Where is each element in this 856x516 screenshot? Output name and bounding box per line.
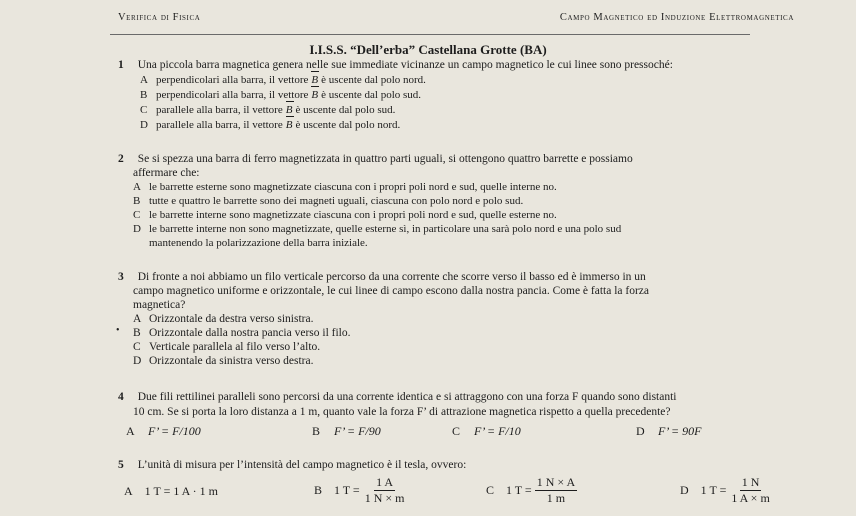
question-text-cont: 10 cm. Se si porta la loro distanza a 1 m, quanto vale la forza F’ di attrazione magnetica rispetto a quella precedente?	[133, 406, 671, 418]
question-number: 1	[118, 59, 124, 71]
fraction: $\frac{1 N}{1 A \times m}$	[731, 475, 770, 505]
header-rule	[110, 34, 750, 35]
q3-option-b[interactable]: B Orizzontale dalla nostra pancia verso il filo.	[133, 327, 351, 339]
q4-option-b[interactable]: B F’ = F/90	[312, 424, 381, 438]
question-4	[118, 390, 676, 404]
question-5	[118, 458, 466, 472]
question-text: Se si spezza una barra di ferro magnetizzata in quattro parti uguali, si ottengono quattro barrette e possiamo	[137, 153, 633, 165]
q3-option-d[interactable]: D Orizzontale da sinistra verso destra.	[133, 355, 314, 367]
q5-option-a[interactable]: A 1 T = 1 A · 1 m	[124, 484, 219, 498]
vector-b: B	[311, 74, 319, 86]
question-text: Una piccola barra magnetica genera nelle sue immediate vicinanze un campo magnetico le cui linee sono pressoché:	[137, 59, 673, 71]
question-text: Due fili rettilinei paralleli sono percorsi da una corrente identica e si attraggono con una forza F quando sono distanti	[137, 391, 677, 403]
header-left: Verifica di Fisica	[118, 12, 201, 23]
question-text-cont: magnetica?	[133, 299, 186, 311]
margin-dot: •	[116, 325, 120, 336]
question-number: 5	[118, 459, 124, 471]
q1-option-c[interactable]: C parallele alla barra, il vettore B è uscente dal polo sud.	[140, 104, 396, 116]
q3-option-a[interactable]: A Orizzontale da destra verso sinistra.	[133, 313, 314, 325]
question-3	[118, 270, 646, 284]
vector-b: B	[311, 89, 319, 101]
q2-option-a[interactable]: A le barrette esterne sono magnetizzate ciascuna con i propri poli nord e sud, quelle interne no.	[133, 181, 557, 193]
q1-option-d[interactable]: D parallele alla barra, il vettore B è uscente dal polo nord.	[140, 119, 401, 131]
q4-option-d[interactable]: D F’ = 90F	[636, 424, 702, 438]
q1-option-a[interactable]: A perpendicolari alla barra, il vettore B è uscente dal polo nord.	[140, 74, 426, 86]
q3-option-c[interactable]: C Verticale parallela al filo verso l’alto.	[133, 341, 321, 353]
question-text-cont: campo magnetico uniforme e orizzontale, le cui linee di campo escono dalla nostra pancia. Come è fatta la forza	[133, 285, 650, 297]
page-title: I.I.S.S. “Dell’erba” Castellana Grotte (BA)	[309, 42, 547, 57]
question-text: Di fronte a noi abbiamo un filo verticale percorso da una corrente che scorre verso il basso ed è immerso in un	[137, 271, 646, 283]
q5-option-c[interactable]: C 1 T = $\frac{1 N \times A}{1 m}$	[486, 475, 576, 505]
q2-option-d-cont: mantenendo la polarizzazione della barra iniziale.	[149, 237, 368, 249]
question-number: 2	[118, 153, 124, 165]
fraction: $\frac{1 N \times A}{1 m}$	[536, 475, 576, 505]
question-1	[118, 58, 673, 72]
vector-b: B	[285, 104, 293, 116]
q4-option-a[interactable]: A F’ = F/100	[126, 424, 201, 438]
question-text-cont: affermare che:	[133, 167, 200, 179]
header-right: Campo Magnetico ed Induzione Elettromagnetica	[559, 12, 794, 23]
q2-option-b[interactable]: B tutte e quattro le barrette sono dei magneti uguali, ciascuna con polo nord e polo sud.	[133, 195, 524, 207]
q5-option-b[interactable]: B 1 T = $\frac{1 A}{1 N \times m}$	[314, 475, 405, 505]
q4-option-c[interactable]: C F’ = F/10	[452, 424, 521, 438]
vector-b: B	[285, 119, 293, 131]
q1-option-b[interactable]: B perpendicolari alla barra, il vettore B è uscente dal polo sud.	[140, 89, 422, 101]
q2-option-c[interactable]: C le barrette interne sono magnetizzate ciascuna con i propri poli nord e sud, quelle esterne no.	[133, 209, 557, 221]
question-number: 3	[118, 271, 124, 283]
question-number: 4	[118, 391, 124, 403]
fraction: $\frac{1 A}{1 N \times m}$	[364, 475, 405, 505]
q2-option-d[interactable]: D le barrette interne non sono magnetizzate, quelle esterne sì, in particolare una sarà polo nord e una polo sud	[133, 223, 622, 235]
question-text: L’unità di misura per l’intensità del campo magnetico è il tesla, ovvero:	[137, 459, 467, 471]
question-2	[118, 152, 633, 166]
q5-option-d[interactable]: D 1 T = $\frac{1 N}{1 A \times m}$	[680, 475, 770, 505]
